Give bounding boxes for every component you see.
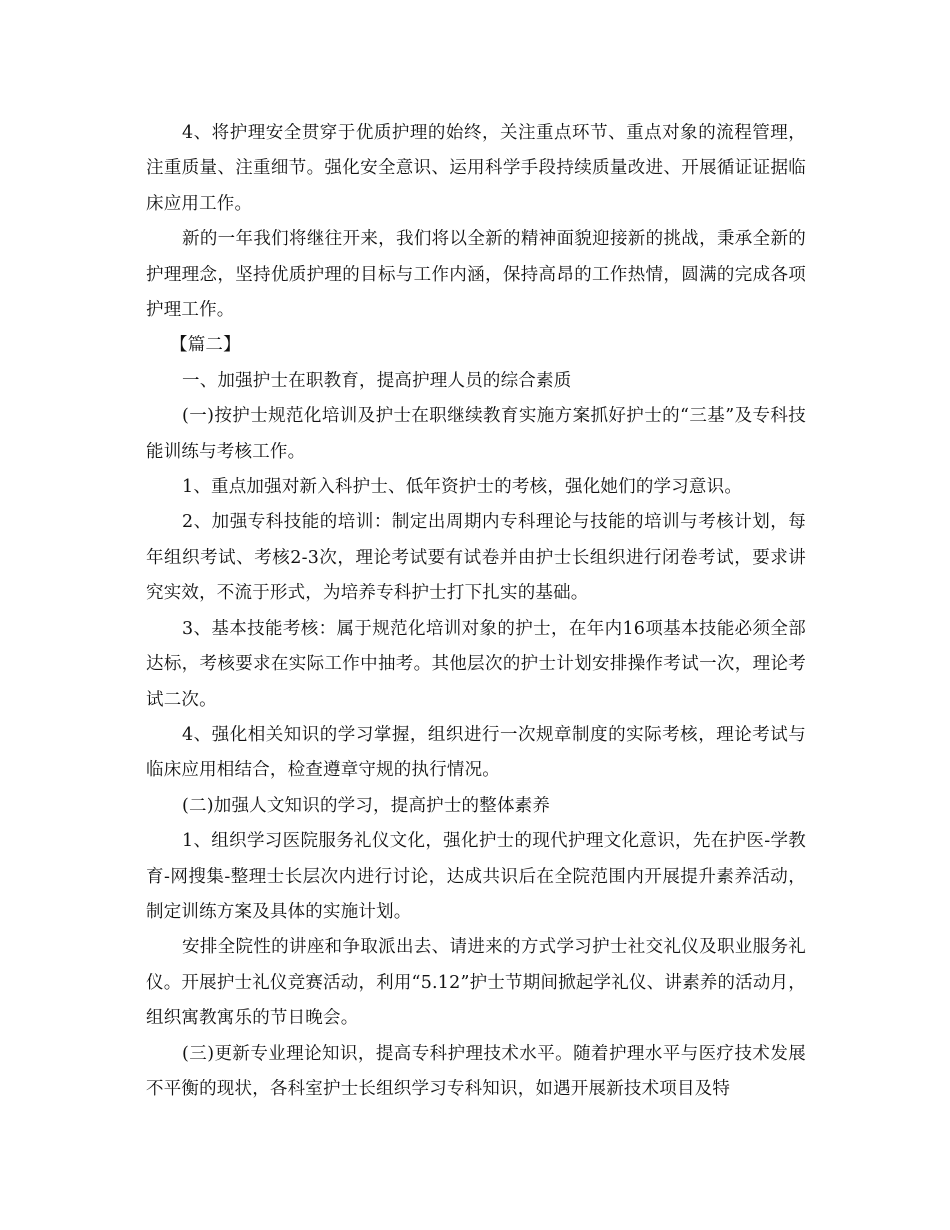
paragraph-new-year-outlook: 新的一年我们将继往开来，我们将以全新的精神面貌迎接新的挑战，秉承全新的护理理念，坚持优质护理的目标与工作内涵，保持高昂的工作热情，圆满的完成各项护理工作。 <box>146 229 806 321</box>
paragraph-subsection-1: (一)按护士规范化培训及护士在职继续教育实施方案抓好护士的“三基”及专科技能训练与考核工作。 <box>146 406 806 462</box>
paragraph-item-4: 4、强化相关知识的学习掌握，组织进行一次规章制度的实际考核，理论考试与临床应用相结合，检查遵章守规的执行情况。 <box>146 724 806 781</box>
section-heading-part-two: 【篇二】 <box>170 335 241 356</box>
paragraph-subsection-3: (三)更新专业理论知识，提高专科护理技术水平。随着护理水平与医疗技术发展不平衡的现状，各科室护士长组织学习专科知识，如遇开展新技术项目及特 <box>146 1043 806 1099</box>
document-body <box>146 116 806 1107</box>
paragraph-etiquette-item-1: 1、组织学习医院服务礼仪文化，强化护士的现代护理文化意识，先在护医-学教育-网搜集-整理士长层次内进行讨论，达成共识后在全院范围内开展提升素养活动，制定训练方案及具体的实施计划。 <box>146 831 806 922</box>
heading-strengthen-education: 一、加强护士在职教育，提高护理人员的综合素质 <box>182 370 572 391</box>
paragraph-etiquette-lectures: 安排全院性的讲座和争取派出去、请进来的方式学习护士社交礼仪及职业服务礼仪。开展护士礼仪竞赛活动，利用“5.12”护士节期间掀起学礼仪、讲素养的活动月，组织寓教寓乐的节日晚会。 <box>146 937 806 1029</box>
paragraph-safety-item-4: 4、将护理安全贯穿于优质护理的始终，关注重点环节、重点对象的流程管理，注重质量、注重细节。强化安全意识、运用科学手段持续质量改进、开展循证证据临床应用工作。 <box>146 123 806 214</box>
paragraph-subsection-2: (二)加强人文知识的学习，提高护士的整体素养 <box>182 795 551 816</box>
paragraph-item-2: 2、加强专科技能的培训：制定出周期内专科理论与技能的培训与考核计划，每年组织考试、考核2-3次，理论考试要有试卷并由护士长组织进行闭卷考试，要求讲究实效，不流于形式，为培养专科护士打下扎实的基础。 <box>146 512 806 604</box>
paragraph-item-1: 1、重点加强对新入科护士、低年资护士的考核，强化她们的学习意识。 <box>182 477 743 498</box>
paragraph-item-3: 3、基本技能考核：属于规范化培训对象的护士，在年内16项基本技能必须全部达标，考核要求在实际工作中抽考。其他层次的护士计划安排操作考试一次，理论考试二次。 <box>146 618 806 710</box>
